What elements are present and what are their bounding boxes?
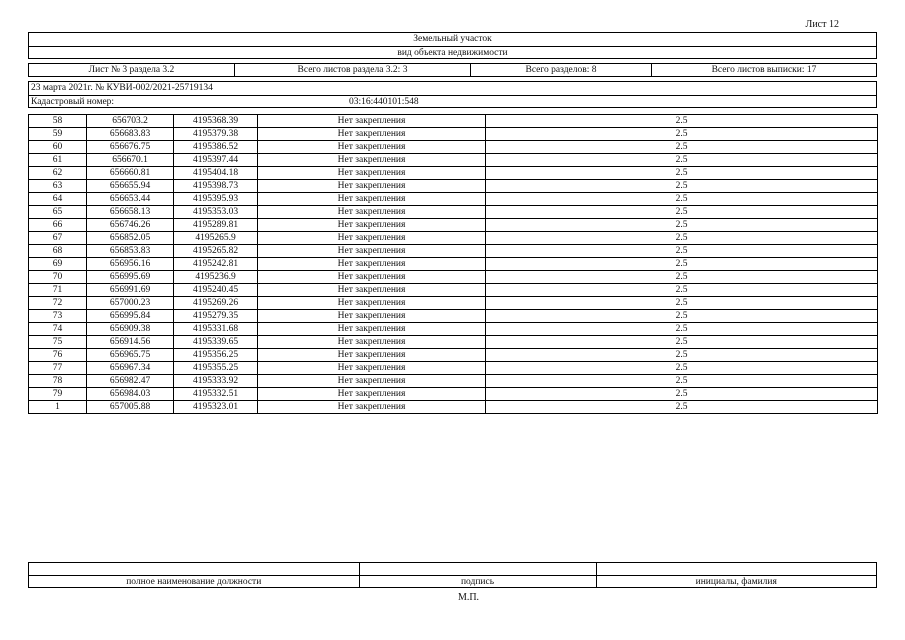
fixing-method-cell: Нет закрепления [258, 297, 486, 310]
accuracy-cell: 2.5 [486, 219, 878, 232]
coordinates-table [28, 114, 878, 414]
table-row [29, 362, 878, 375]
point-number-cell: 63 [29, 180, 87, 193]
table-row [29, 349, 878, 362]
table-row [29, 245, 878, 258]
section-total-sheets: Всего листов раздела 3.2: 3 [235, 64, 471, 76]
coord-y-cell: 4195265.9 [174, 232, 258, 245]
point-number-cell: 78 [29, 375, 87, 388]
accuracy-cell: 2.5 [486, 115, 878, 128]
table-row [29, 284, 878, 297]
fixing-method-cell: Нет закрепления [258, 154, 486, 167]
coord-y-cell: 4195356.25 [174, 349, 258, 362]
coord-x-cell: 656703.2 [87, 115, 174, 128]
table-row [29, 193, 878, 206]
point-number-cell: 58 [29, 115, 87, 128]
coord-x-cell: 656995.69 [87, 271, 174, 284]
table-row [29, 219, 878, 232]
coord-x-cell: 656909.38 [87, 323, 174, 336]
point-number-cell: 64 [29, 193, 87, 206]
accuracy-cell: 2.5 [486, 336, 878, 349]
document-header [28, 32, 877, 59]
point-number-cell: 76 [29, 349, 87, 362]
accuracy-cell: 2.5 [486, 271, 878, 284]
table-row [29, 323, 878, 336]
coord-y-cell: 4195265.82 [174, 245, 258, 258]
table-row [29, 375, 878, 388]
stamp-place: М.П. [457, 592, 480, 603]
fixing-method-cell: Нет закрепления [258, 115, 486, 128]
coord-x-cell: 656658.13 [87, 206, 174, 219]
point-number-cell: 71 [29, 284, 87, 297]
coord-x-cell: 656653.44 [87, 193, 174, 206]
coord-y-cell: 4195269.26 [174, 297, 258, 310]
point-number-cell: 72 [29, 297, 87, 310]
signature-label: подпись [359, 576, 596, 589]
total-sections: Всего разделов: 8 [471, 64, 652, 76]
table-row [29, 388, 878, 401]
accuracy-cell: 2.5 [486, 141, 878, 154]
fixing-method-cell: Нет закрепления [258, 375, 486, 388]
position-field [29, 563, 359, 576]
accuracy-cell: 2.5 [486, 349, 878, 362]
table-row [29, 128, 878, 141]
accuracy-cell: 2.5 [486, 193, 878, 206]
coord-x-cell: 656914.56 [87, 336, 174, 349]
fixing-method-cell: Нет закрепления [258, 193, 486, 206]
total-sheets: Всего листов выписки: 17 [711, 65, 817, 75]
accuracy-cell: 2.5 [486, 180, 878, 193]
fixing-method-cell: Нет закрепления [258, 323, 486, 336]
coord-y-cell: 4195397.44 [174, 154, 258, 167]
table-row [29, 141, 878, 154]
table-row [29, 115, 878, 128]
cadastral-row [29, 96, 876, 109]
coord-y-cell: 4195236.9 [174, 271, 258, 284]
fixing-method-cell: Нет закрепления [258, 206, 486, 219]
fixing-method-cell: Нет закрепления [258, 128, 486, 141]
coord-y-cell: 4195332.51 [174, 388, 258, 401]
fixing-method-cell: Нет закрепления [258, 232, 486, 245]
table-row [29, 180, 878, 193]
sheet-meta-bar [28, 63, 877, 77]
fixing-method-cell: Нет закрепления [258, 388, 486, 401]
coord-y-cell: 4195379.38 [174, 128, 258, 141]
coord-y-cell: 4195355.25 [174, 362, 258, 375]
cadastral-label: Кадастровый номер: [31, 97, 115, 107]
point-number-cell: 62 [29, 167, 87, 180]
coord-x-cell: 656982.47 [87, 375, 174, 388]
point-number-cell: 73 [29, 310, 87, 323]
coord-x-cell: 656676.75 [87, 141, 174, 154]
accuracy-cell: 2.5 [486, 323, 878, 336]
coord-y-cell: 4195386.52 [174, 141, 258, 154]
point-number-cell: 74 [29, 323, 87, 336]
coord-y-cell: 4195333.92 [174, 375, 258, 388]
table-row [29, 154, 878, 167]
accuracy-cell: 2.5 [486, 401, 878, 414]
fixing-method-cell: Нет закрепления [258, 336, 486, 349]
point-number-cell: 68 [29, 245, 87, 258]
point-number-cell: 77 [29, 362, 87, 375]
point-number-cell: 60 [29, 141, 87, 154]
accuracy-cell: 2.5 [486, 154, 878, 167]
fixing-method-cell: Нет закрепления [258, 362, 486, 375]
accuracy-cell: 2.5 [486, 375, 878, 388]
object-title: Земельный участок [413, 34, 492, 44]
accuracy-cell: 2.5 [486, 388, 878, 401]
coord-x-cell: 656965.75 [87, 349, 174, 362]
accuracy-cell: 2.5 [486, 310, 878, 323]
object-type-caption: вид объекта недвижимости [29, 46, 876, 60]
point-number-cell: 67 [29, 232, 87, 245]
fixing-method-cell: Нет закрепления [258, 167, 486, 180]
point-number-cell: 75 [29, 336, 87, 349]
name-field [596, 563, 876, 576]
table-row [29, 310, 878, 323]
signature-field [359, 563, 596, 576]
point-number-cell: 61 [29, 154, 87, 167]
fixing-method-cell: Нет закрепления [258, 271, 486, 284]
point-number-cell: 1 [29, 401, 87, 414]
coord-y-cell: 4195323.01 [174, 401, 258, 414]
coord-y-cell: 4195353.03 [174, 206, 258, 219]
table-row [29, 401, 878, 414]
fixing-method-cell: Нет закрепления [258, 141, 486, 154]
signature-block [28, 562, 877, 588]
accuracy-cell: 2.5 [486, 167, 878, 180]
coord-x-cell: 656967.34 [87, 362, 174, 375]
coord-x-cell: 657005.88 [87, 401, 174, 414]
coord-y-cell: 4195289.81 [174, 219, 258, 232]
fixing-method-cell: Нет закрепления [258, 401, 486, 414]
coord-y-cell: 4195331.68 [174, 323, 258, 336]
fixing-method-cell: Нет закрепления [258, 349, 486, 362]
position-label: полное наименование должности [29, 576, 359, 589]
coord-x-cell: 656655.94 [87, 180, 174, 193]
fixing-method-cell: Нет закрепления [258, 219, 486, 232]
coord-y-cell: 4195398.73 [174, 180, 258, 193]
accuracy-cell: 2.5 [486, 284, 878, 297]
fixing-method-cell: Нет закрепления [258, 180, 486, 193]
cadastral-number: 03:16:440101:548 [349, 97, 419, 107]
extract-date-number: 23 марта 2021г. № КУВИ-002/2021-25719134 [29, 82, 876, 96]
coord-y-cell: 4195395.93 [174, 193, 258, 206]
extract-info [28, 81, 877, 108]
coord-y-cell: 4195368.39 [174, 115, 258, 128]
coord-x-cell: 656991.69 [87, 284, 174, 297]
fixing-method-cell: Нет закрепления [258, 245, 486, 258]
accuracy-cell: 2.5 [486, 297, 878, 310]
table-row [29, 258, 878, 271]
table-row [29, 167, 878, 180]
sheet-in-section: Лист № 3 раздела 3.2 [29, 64, 235, 76]
accuracy-cell: 2.5 [486, 245, 878, 258]
point-number-cell: 79 [29, 388, 87, 401]
point-number-cell: 59 [29, 128, 87, 141]
coord-y-cell: 4195404.18 [174, 167, 258, 180]
coordinates-table-body [29, 115, 878, 414]
coord-y-cell: 4195242.81 [174, 258, 258, 271]
point-number-cell: 69 [29, 258, 87, 271]
accuracy-cell: 2.5 [486, 232, 878, 245]
accuracy-cell: 2.5 [486, 362, 878, 375]
sheet-number: Лист 12 [805, 19, 839, 30]
coord-y-cell: 4195279.35 [174, 310, 258, 323]
coord-x-cell: 656670.1 [87, 154, 174, 167]
table-row [29, 271, 878, 284]
fixing-method-cell: Нет закрепления [258, 310, 486, 323]
coord-x-cell: 656984.03 [87, 388, 174, 401]
point-number-cell: 65 [29, 206, 87, 219]
fixing-method-cell: Нет закрепления [258, 258, 486, 271]
coord-x-cell: 656853.83 [87, 245, 174, 258]
table-row [29, 232, 878, 245]
coord-x-cell: 656660.81 [87, 167, 174, 180]
coord-x-cell: 656956.16 [87, 258, 174, 271]
accuracy-cell: 2.5 [486, 128, 878, 141]
accuracy-cell: 2.5 [486, 206, 878, 219]
point-number-cell: 70 [29, 271, 87, 284]
table-row [29, 206, 878, 219]
table-row [29, 297, 878, 310]
coord-y-cell: 4195240.45 [174, 284, 258, 297]
coord-x-cell: 656995.84 [87, 310, 174, 323]
coord-x-cell: 657000.23 [87, 297, 174, 310]
coord-x-cell: 656746.26 [87, 219, 174, 232]
coord-x-cell: 656852.05 [87, 232, 174, 245]
name-label: инициалы, фамилия [695, 577, 777, 587]
point-number-cell: 66 [29, 219, 87, 232]
coord-y-cell: 4195339.65 [174, 336, 258, 349]
coord-x-cell: 656683.83 [87, 128, 174, 141]
table-row [29, 336, 878, 349]
accuracy-cell: 2.5 [486, 258, 878, 271]
fixing-method-cell: Нет закрепления [258, 284, 486, 297]
